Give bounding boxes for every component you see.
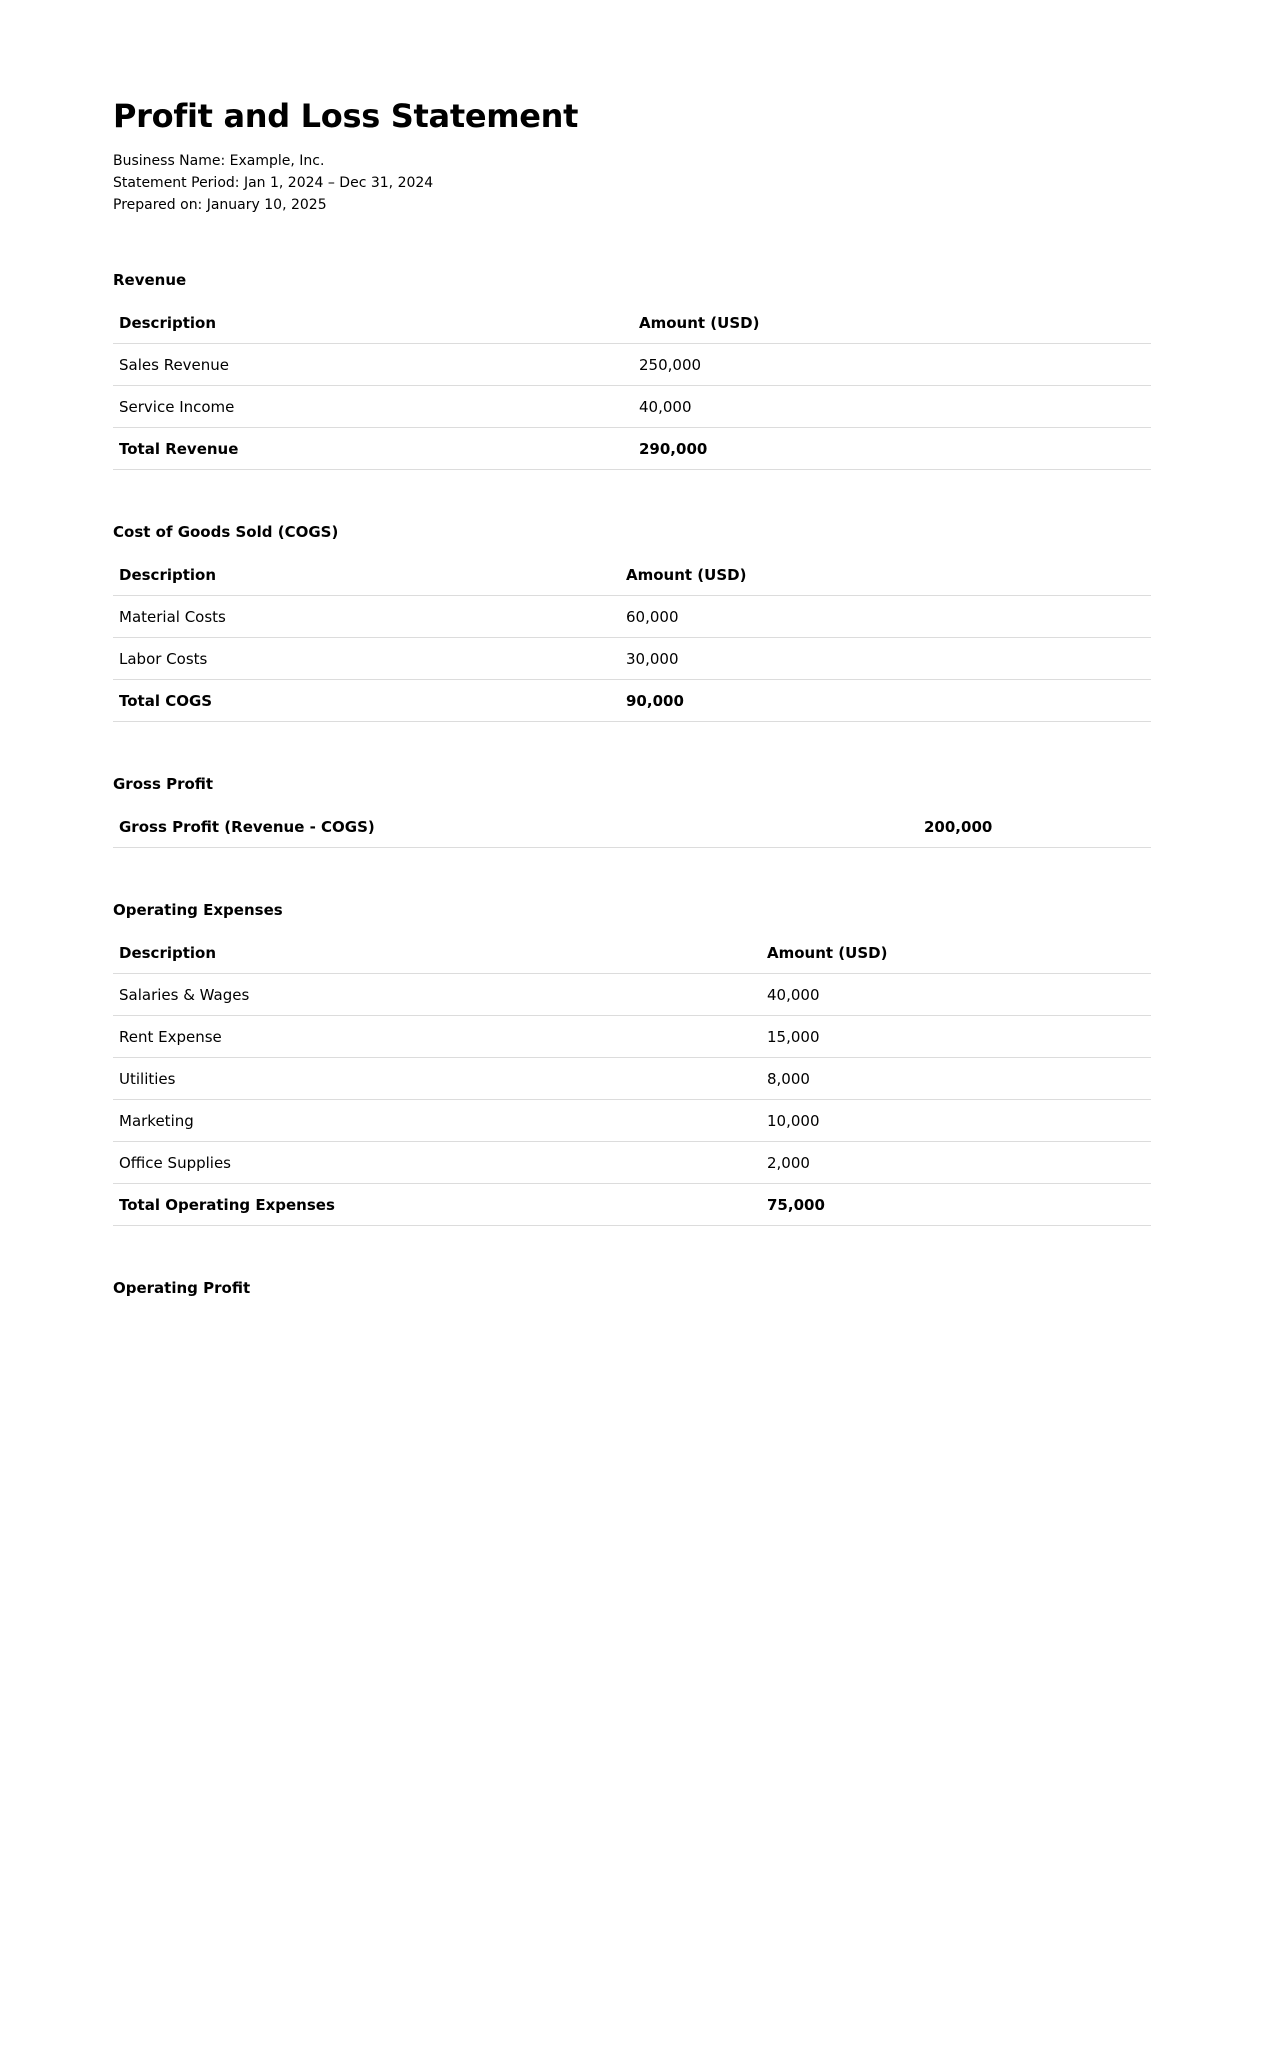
cogs-table <box>113 554 1151 722</box>
total-amount: 75,000 <box>761 1184 1151 1226</box>
prepared-on: Prepared on: January 10, 2025 <box>113 197 327 213</box>
business-name: Business Name: Example, Inc. <box>113 153 325 169</box>
column-header: Description <box>113 302 633 344</box>
gross-profit-value: 200,000 <box>918 806 1151 848</box>
table-row <box>113 1100 1151 1142</box>
total-row <box>113 1184 1151 1226</box>
cogs-section <box>113 522 1151 722</box>
table-row <box>113 974 1151 1016</box>
revenue-table <box>113 302 1151 470</box>
total-amount: 290,000 <box>633 428 1151 470</box>
row-amount: 8,000 <box>761 1058 1151 1100</box>
gross-profit-label: Gross Profit (Revenue - COGS) <box>113 806 918 848</box>
table-row <box>113 1142 1151 1184</box>
table-header-row <box>113 302 1151 344</box>
page-title: Profit and Loss Statement <box>113 97 579 135</box>
total-label: Total Operating Expenses <box>113 1184 761 1226</box>
operating-expenses-table <box>113 932 1151 1226</box>
revenue-section-title: Revenue <box>113 271 187 289</box>
row-description: Office Supplies <box>113 1142 761 1184</box>
total-row <box>113 428 1151 470</box>
table-row <box>113 596 1151 638</box>
column-header: Amount (USD) <box>761 932 1151 974</box>
total-amount: 90,000 <box>620 680 1151 722</box>
row-description: Marketing <box>113 1100 761 1142</box>
cogs-section-title: Cost of Goods Sold (COGS) <box>113 523 339 541</box>
row-amount: 30,000 <box>620 638 1151 680</box>
gross-profit-section <box>113 774 1151 848</box>
row-description: Service Income <box>113 386 633 428</box>
row-description: Utilities <box>113 1058 761 1100</box>
row-amount: 15,000 <box>761 1016 1151 1058</box>
total-label: Total Revenue <box>113 428 633 470</box>
row-amount: 60,000 <box>620 596 1151 638</box>
gross-profit-section-title: Gross Profit <box>113 775 214 793</box>
row-amount: 10,000 <box>761 1100 1151 1142</box>
row-description: Labor Costs <box>113 638 620 680</box>
row-amount: 2,000 <box>761 1142 1151 1184</box>
operating-profit-section-title: Operating Profit <box>113 1279 251 1297</box>
row-description: Sales Revenue <box>113 344 633 386</box>
table-row <box>113 1016 1151 1058</box>
table-row <box>113 344 1151 386</box>
row-amount: 40,000 <box>633 386 1151 428</box>
table-row <box>113 1058 1151 1100</box>
statement-period: Statement Period: Jan 1, 2024 – Dec 31, 2024 <box>113 175 434 191</box>
column-header: Description <box>113 554 620 596</box>
table-header-row <box>113 554 1151 596</box>
table-row <box>113 386 1151 428</box>
row-description: Rent Expense <box>113 1016 761 1058</box>
revenue-section <box>113 270 1151 470</box>
column-header: Amount (USD) <box>620 554 1151 596</box>
row-description: Salaries & Wages <box>113 974 761 1016</box>
row-amount: 40,000 <box>761 974 1151 1016</box>
table-header-row <box>113 932 1151 974</box>
operating-expenses-section-title: Operating Expenses <box>113 901 283 919</box>
statement-meta <box>113 150 1151 216</box>
operating-expenses-section <box>113 900 1151 1226</box>
row-amount: 250,000 <box>633 344 1151 386</box>
operating-profit-section <box>113 1278 1151 1298</box>
row-description: Material Costs <box>113 596 620 638</box>
table-row <box>113 638 1151 680</box>
total-row <box>113 680 1151 722</box>
gross-profit-table <box>113 806 1151 848</box>
total-label: Total COGS <box>113 680 620 722</box>
total-row <box>113 806 1151 848</box>
column-header: Amount (USD) <box>633 302 1151 344</box>
column-header: Description <box>113 932 761 974</box>
